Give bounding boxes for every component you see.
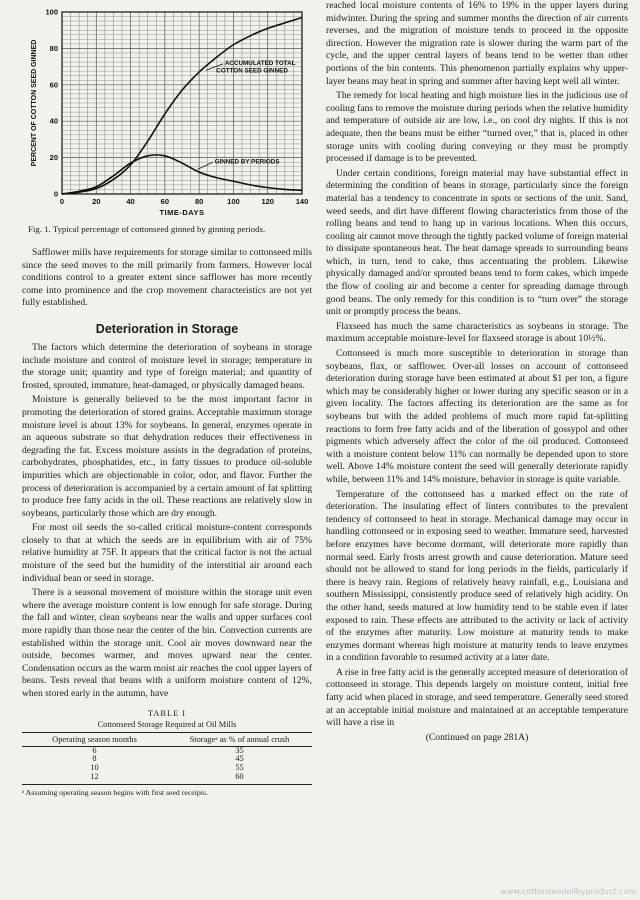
continued-note: (Continued on page 281A) (425, 731, 529, 743)
figure-caption: Fig. 1. Typical percentage of cottonseed ginned by ginning periods. (28, 224, 266, 234)
x-axis-label: TIME-DAYS (159, 208, 205, 217)
table-header-season: Operating season months (22, 732, 167, 746)
table-cell: 6 (92, 745, 97, 755)
y-axis-label: PERCENT OF COTTON SEED GINNED (31, 39, 38, 167)
watermark: www.cottonseedoilbyproduct.com (500, 887, 636, 896)
table-cell: 12 (22, 773, 167, 784)
x-tick-label: 100 (227, 197, 240, 206)
table-subtitle: Cottonseed Storage Required at Oil Mills (97, 719, 237, 729)
table-cell: 60 (167, 773, 312, 784)
x-tick-label: 120 (261, 197, 274, 206)
table-row (22, 773, 312, 784)
y-tick-label: 20 (49, 153, 58, 163)
table-header-storage: Storageᵃ as % of annual crush (167, 732, 312, 746)
section-heading: Deterioration in Storage (95, 321, 239, 336)
table-cell: 8 (92, 754, 97, 764)
temperature-paragraph: Temperature of the cottonseed has a marked effect on the rate of deterioration. The insulating effect of linters contributes to the prevalent tendency of cottonseed to heat in storage. Mechanical damage may occur in handling cottonseed or in exposing seed to weather. Immature seed, harvested before enzymes have become dormant, will deteriorate more rapidly than normal seed. Early frosts arrest growth and cause deterioration. Mature seed should not be allowed to stand for long periods in the fields, particularly if there is heavy rain. Regions of relatively heavy rainfall, e.g., Louisiana and southern Mississippi, consistently produce seed of relatively high acidity. On the other hand, seeds matured at low humidity tend to be stable even if later exposed to rain. These effects are attributed to the activity or lack of activity of the enzymes after maturity. Low moisture at maturity tends to make enzymes dormant whereas high moisture at maturity tends to leave enzymes in a condition favorable to resumed activity at a later date. (326, 488, 628, 664)
remedy-paragraph: The remedy for local heating and high moisture lies in the judicious use of cooling fans to remove the moisture during periods when the relative humidity and temperature of outside air are low, i.e., on cool dry nights. If this is not adequate, then the beans must be either “turned over,” that is, placed in other storage units with cooling during conveying or they must be promptly processed if damage is to be prevented. (326, 90, 628, 165)
y-tick-label: 80 (49, 43, 58, 53)
x-tick-label: 140 (295, 197, 309, 206)
series-label-accumulated: ACCUMULATED TOTAL COTTON SEED GINNED (216, 59, 296, 75)
x-tick-label: 80 (194, 197, 204, 206)
x-tick-label: 20 (92, 197, 101, 206)
table-cell: 55 (235, 763, 244, 773)
table-cell: 10 (90, 763, 99, 773)
x-tick-label: 40 (126, 197, 135, 206)
critical-moisture-paragraph: For most oil seeds the so-called critical moisture-content corresponds closely to that at which the seeds are in equilibrium with air of 75% relative humidity at 75F. It appears that the critical factor is not the actual moisture of the seed but the humidity of the interstitial air around each individual bean or seed in storage. (22, 522, 312, 584)
table-row (22, 746, 312, 755)
label-leader-line (197, 162, 212, 169)
table-body (22, 732, 312, 785)
migration-paragraph: reached local moisture contents of 16% to 19% in the upper layers during midwinter. During the spring and summer months the direction of air currents reverses, and the migration of moisture tends to proceed in the opposite direction. However the migration rate is slower during the warm part of the cycle, and the upper central layers of beans tend to be wetter than other portions of the bin contents. This phenomenon partially explains why upper-layer beans may heat in spring and summer after having kept well all winter. (326, 0, 628, 87)
moisture-paragraph: Moisture is generally believed to be the most important factor in promoting the deterioration of stored grains. Acceptable maximum storage moisture level is about 13% for soybeans. In general, enzymes operate in an aqueous substrate so that dehydration reduces their effectiveness in degrading the fat. Excess moisture assists in the degradation of proteins, carbohydrates, phosphatides, etc., in fatty tissues to produce oil-soluble impurities which are objectionable in color, odor, and flavor. Further the process of deterioration is accompanied by a certain amount of fat splitting to produce free fatty acids in the oil. These reactions are relatively slow in soybeans, particularly those which are dry enough. (22, 394, 312, 519)
chart-grid (62, 12, 302, 194)
y-tick-label: 40 (49, 116, 58, 126)
safflower-paragraph: Safflower mills have requirements for storage similar to cottonseed mills since the seed moves to the mill primarily from farmers. However local conditions control to a greater extent since safflower has more recently come into prominence and the crop movement characteristics are not yet fully established. (22, 247, 312, 309)
foreign-material-paragraph: Under certain conditions, foreign material may have substantial effect in determining the condition of beans in storage, particularly since the foreign material has a tendency to concentrate in spots or sections of the unit. Sand, weed seeds, and dirt have different flowing characteristics from those of the rolling beans and tend to hang up in various locations. When this occurs, cooling air cannot move through the tightly packed volume of foreign material to dissipate spontaneous heat. The heat damage spreads to surrounding beans which, in turn, tend to cake, thus accentuating the problem. Likewise physically damaged and/or sprouted beans tend to form cakes, which impede the flow of cooling air and become a center for spreading damage through good beans. The only remedy for this condition is to “turn over” the storage unit or promptly process the beans. (326, 167, 628, 318)
y-tick-label: 0 (53, 189, 58, 199)
left-column (22, 0, 312, 797)
cottonseed-paragraph: Cottonseed is much more susceptible to deterioration in storage than soybeans, flax, or safflower. Over-all losses on account of cottonseed deterioration during storage have been estimated at about $1 per ton, a figure which may be considerably higher or lower during any specific season or in a given locality. The factors affecting its deterioration are the same as for soybeans but with the added problems of much more rapid fat-splitting reactions to form free fatty acids and of the liberation of gossypol and other pigments which adversely affect the color of the oil produced. Cottonseed with a moisture content below 11% can normally be depended upon to store well. Above 14% moisture content the seed will generally deteriorate rapidly while, between 11% and 14% moisture, behavior in storage is quite variable. (326, 348, 628, 485)
x-tick-label: 0 (59, 197, 65, 206)
table-cell: 35 (235, 745, 244, 755)
free-fatty-acid-paragraph: A rise in free fatty acid is the generally accepted measure of deterioration of cottonseed in storage. This depends largely on moisture content, initial free fatty acid when placed in storage, and seed temperature. Generally seed stored at an acceptable initial moisture and maintained at an acceptable temperature will have a rise in (326, 666, 628, 729)
storage-table (22, 709, 312, 797)
table-row (22, 755, 312, 764)
x-tick-label: 60 (160, 197, 170, 206)
flaxseed-paragraph: Flaxseed has much the same characteristics as soybeans in storage. The maximum acceptable moisture-level for flaxseed storage is about 10½%. (326, 320, 628, 345)
factors-paragraph: The factors which determine the deterioration of soybeans in storage include moisture and control of moisture level in storage; temperature in the storage unit; quantity and type of foreign material; and quantity of frosted, sprouted, immature, heat-damaged, or physically damaged beans. (22, 341, 312, 391)
table-title: TABLE I (147, 708, 187, 718)
y-tick-label: 100 (45, 7, 58, 17)
ginning-chart (22, 0, 312, 222)
seasonal-movement-paragraph: There is a seasonal movement of moisture within the storage unit even where the average moisture content is low enough for safe storage. During the fall and winter, clean soybeans near the walls and upper surfaces cool more rapidly than those near the center of the bin. Convection currents are established within the storage unit. Cool air moves downward near the outside, becomes warmer, and moves upward near the center. Condensation occurs as the warm moist air reaches the cool upper layers of beans. Tests reveal that beans with a uniform moisture content of 12%, when stored early in the autumn, have (22, 587, 312, 699)
table-row (22, 764, 312, 773)
series-label-by-periods: GINNED BY PERIODS (214, 158, 280, 166)
right-column (326, 0, 628, 743)
table-footnote: ᵃ Assuming operating season begins with first seed receipts. (22, 787, 208, 797)
table-cell: 45 (235, 754, 244, 764)
y-tick-label: 60 (49, 80, 58, 90)
